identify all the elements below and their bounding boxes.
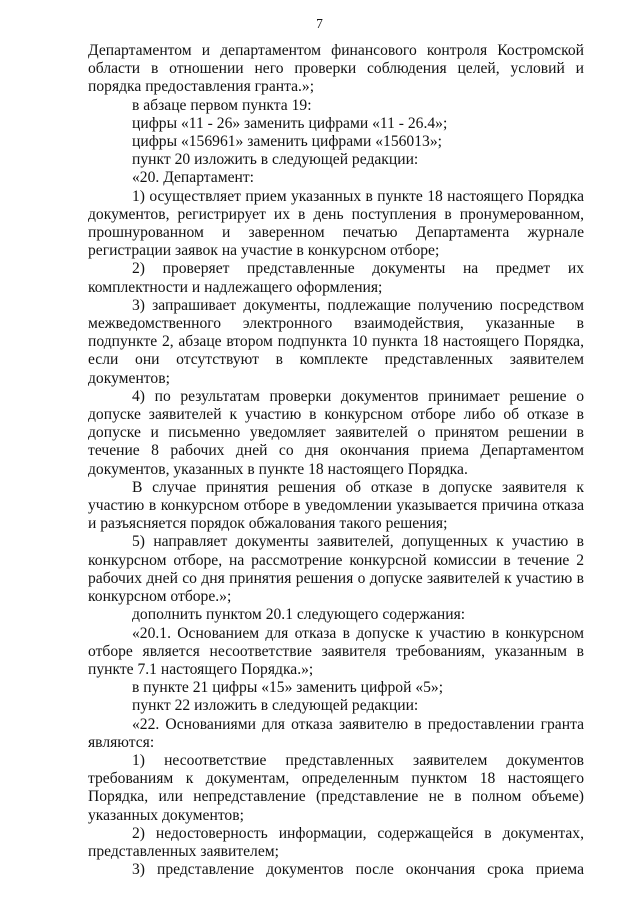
paragraph: 3) запрашивает документы, подлежащие получению посредством межведомственного электронного взаимодействия, указанные в подпункте 2, абзаце втором подпункта 10 пункта 18 настоящего Порядка, если они отсутствуют в комплекте представленных заявителем документов;	[88, 296, 584, 387]
paragraph: «20.1. Основанием для отказа в допуске к участию в конкурсном отборе является несоответствие заявителя требованиям, указанным в пункте 7.1 настоящего Порядка.»;	[88, 624, 584, 678]
paragraph: 5) направляет документы заявителей, допущенных к участию в конкурсном отборе, на рассмотрение конкурсной комиссии в течение 2 рабочих дней со дня принятия решения о допуске заявителей к участию в конкурсном отборе.»;	[88, 533, 584, 606]
paragraph: 2) проверяет представленные документы на предмет их комплектности и надлежащего оформления;	[88, 260, 584, 296]
paragraph: цифры «156961» заменить цифрами «156013»;	[132, 133, 442, 151]
page-number: 7	[316, 16, 323, 31]
paragraph: дополнить пунктом 20.1 следующего содержания:	[132, 606, 466, 624]
paragraph: 4) по результатам проверки документов принимает решение о допуске заявителей к участию в конкурсном отборе либо об отказе в допуске и письменно уведомляет заявителей о принятом решении в течение 8 рабочих дней со дня окончания приема Департаментом документов, указанных в пункте 18 настоящего Порядка.	[88, 387, 584, 478]
paragraph: пункт 22 изложить в следующей редакции:	[132, 697, 419, 715]
paragraph: 1) осуществляет прием указанных в пункте 18 настоящего Порядка документов, регистрирует их в день поступления в пронумерованном, прошнурованном и заверенном печатью Департамента журнале регистрации заявок на участие в конкурсном отборе;	[88, 187, 584, 260]
paragraph: «20. Департамент:	[132, 169, 255, 187]
document-body	[88, 42, 584, 879]
paragraph: 1) несоответствие представленных заявителем документов требованиям к документам, определенным пунктом 18 настоящего Порядка, или непредставление (представление не в полном объеме) указанных документов;	[88, 751, 584, 824]
paragraph: «22. Основаниями для отказа заявителю в предоставлении гранта являются:	[88, 715, 584, 751]
paragraph: 3) представление документов после окончания срока приема	[132, 861, 584, 879]
paragraph: 2) недостоверность информации, содержащейся в документах, представленных заявителем;	[88, 824, 584, 860]
paragraph: пункт 20 изложить в следующей редакции:	[132, 151, 419, 169]
paragraph: цифры «11 - 26» заменить цифрами «11 - 26.4»;	[132, 114, 448, 132]
paragraph: в пункте 21 цифры «15» заменить цифрой «5»;	[132, 679, 444, 697]
paragraph: Департаментом и департаментом финансового контроля Костромской области в отношении него проверки соблюдения целей, условий и порядка предоставления гранта.»;	[88, 42, 584, 96]
paragraph: в абзаце первом пункта 19:	[132, 96, 312, 114]
paragraph: В случае принятия решения об отказе в допуске заявителя к участию в конкурсном отборе в уведомлении указывается причина отказа и разъясняется порядок обжалования такого решения;	[88, 478, 584, 533]
